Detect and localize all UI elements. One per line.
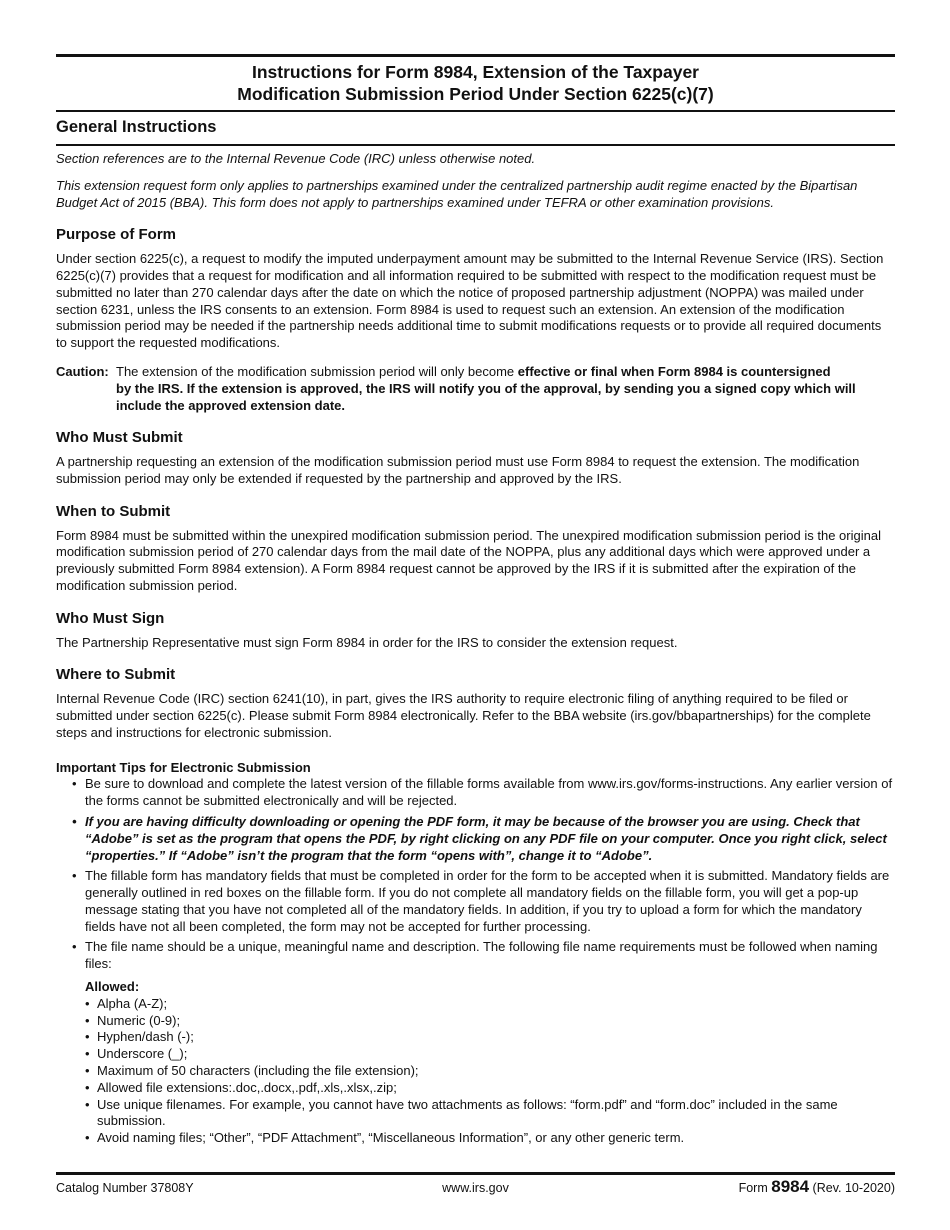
caution-bold-1: effective or final when Form 8984 is countersigned: [517, 363, 831, 379]
tip-text: The file name should be a unique, meaningful name and description. The following file name requirements must be followed when naming files:: [85, 939, 878, 972]
bullet: •: [85, 1096, 90, 1112]
bullet: •: [85, 995, 90, 1011]
allowed-text: Use unique filenames. For example, you cannot have two attachments as follows: “form.pdf” and “form.doc” included in the same submission.: [97, 1096, 838, 1129]
title-rule: [56, 110, 895, 112]
general-instructions-rule: [56, 144, 895, 146]
allowed-item: [56, 996, 895, 1013]
purpose-heading: Purpose of Form: [56, 226, 177, 244]
where-to-submit-heading: Where to Submit: [56, 666, 176, 684]
where-to-submit-text: Internal Revenue Code (IRC) section 6241(10), in part, gives the IRS authority to require electronic filing of anything required to be filed or submitted under section 6225(c). Please submit Form 8984 electronically. Refer to the BBA website (irs.gov/bbapartnerships) for the complete steps and instructions for electronic submission.: [56, 691, 871, 740]
tips-list: [56, 776, 895, 973]
tip-text: Be sure to download and complete the latest version of the fillable forms available from www.irs.gov/forms-instructions. Any earlier version of the forms cannot be submitted electronically and will be rejected.: [85, 776, 893, 809]
caution-text: [116, 364, 895, 381]
allowed-list: [56, 996, 895, 1147]
caution-normal: The extension of the modification submission period will only become: [116, 363, 518, 379]
top-rule: [56, 54, 895, 57]
caution-continuation: by the IRS. If the extension is approved, the IRS will notify you of the approval, by sending you a signed copy which will include the approved extension date.: [116, 380, 856, 413]
bullet: •: [85, 1063, 90, 1079]
applicability-note: This extension request form only applies to partnerships examined under the centralized partnership audit regime enacted by the Bipartisan Budget Act of 2015 (BBA). This form does not apply to partnerships examined under TEFRA or other examination provisions.: [56, 177, 858, 210]
bullet: •: [72, 939, 77, 955]
tip-item: [56, 868, 895, 935]
allowed-item: [56, 1063, 895, 1080]
allowed-item: [56, 1080, 895, 1097]
allowed-text: Alpha (A-Z);: [97, 995, 168, 1011]
when-to-submit-heading: When to Submit: [56, 502, 171, 520]
tips-heading: Important Tips for Electronic Submission: [56, 759, 311, 775]
bullet: •: [72, 813, 77, 829]
allowed-item: [56, 1013, 895, 1030]
who-must-sign-heading: Who Must Sign: [56, 609, 165, 627]
bullet: •: [72, 868, 77, 884]
allowed-item: [56, 1029, 895, 1046]
footer-rule: [56, 1172, 895, 1175]
allowed-item: [56, 1097, 895, 1131]
allowed-text: Underscore (_);: [97, 1046, 188, 1062]
section-references-note: Section references are to the Internal Revenue Code (IRC) unless otherwise noted.: [56, 151, 536, 166]
bullet: •: [72, 776, 77, 792]
form-number: 8984: [771, 1177, 810, 1196]
tip-item: [56, 814, 895, 864]
bullet: •: [85, 1079, 90, 1095]
allowed-item: [56, 1046, 895, 1063]
document-title: [56, 61, 895, 105]
allowed-item: [56, 1130, 895, 1147]
document-body: [56, 150, 895, 1147]
page-footer: [56, 1177, 895, 1201]
general-instructions-heading: General Instructions: [56, 118, 217, 136]
who-must-sign-text: The Partnership Representative must sign Form 8984 in order for the IRS to consider the extension request.: [56, 634, 678, 650]
tip-text: The fillable form has mandatory fields that must be completed in order for the form to be accepted when it is submitted. Mandatory fields are generally outlined in red boxes on the fillable form. If you do not complete all mandatory fields on the fillable form, you will get a pop-up message stating that you have not completed all of the mandatory fields. In addition, if you try to upload a form for which the mandatory fields have not all been completed, the form may not be accepted for further processing.: [85, 868, 890, 934]
title-line-2: Modification Submission Period Under Section 6225(c)(7): [237, 84, 714, 104]
form-word: Form: [738, 1181, 768, 1195]
purpose-text: Under section 6225(c), a request to modify the imputed underpayment amount may be submitted to the Internal Revenue Service (IRS). Section 6225(c)(7) provides that a request for modification and all information required to be submitted with respect to the modification request must be submitted no later than 270 calendar days after the date on which the notice of proposed partnership adjustment (NOPPA) was mailed under section 6231, unless the IRS consents to an extension. Form 8984 is used to request such an extension. An extension of the modification submission period may be needed if the partnership needs additional time to submit modifications requests or to provide all required documents to support the requested modifications.: [56, 251, 884, 351]
allowed-text: Maximum of 50 characters (including the file extension);: [97, 1063, 419, 1079]
form-id: [739, 1177, 895, 1197]
caution-note: [56, 364, 895, 381]
allowed-text: Numeric (0-9);: [97, 1012, 181, 1028]
form-revision: (Rev. 10-2020): [812, 1181, 895, 1195]
tip-text: If you are having difficulty downloading or opening the PDF form, it may be because of the browser you are using. Check that “Adobe” is set as the program that opens the PDF, by right clicking on any PDF file on your computer. Once you right click, select “properties.” If “Adobe” isn’t the program that the form “opens with”, change it to “Adobe”.: [85, 813, 887, 863]
caution-label: Caution:: [56, 363, 109, 379]
allowed-text: Hyphen/dash (-);: [97, 1029, 194, 1045]
who-must-submit-heading: Who Must Submit: [56, 429, 183, 447]
website-link[interactable]: www.irs.gov: [442, 1181, 509, 1195]
bullet: •: [85, 1012, 90, 1028]
catalog-number: Catalog Number 37808Y: [56, 1181, 194, 1195]
allowed-heading: Allowed:: [85, 979, 140, 995]
bullet: •: [85, 1130, 90, 1146]
who-must-submit-text: A partnership requesting an extension of the modification submission period must use Form 8984 to request the extension. The modification submission period may only be extended if requested by the partnership and approved by the IRS.: [56, 454, 860, 486]
when-to-submit-text: Form 8984 must be submitted within the unexpired modification submission period. The unexpired modification submission period is the original modification submission period of 270 calendar days from the mail date of the NOPPA, plus any additional days which were approved under a previously submitted Form 8984 extension). A Form 8984 request cannot be approved by the IRS if it is submitted after the expiration of the modification submission period.: [56, 527, 881, 593]
allowed-text: Allowed file extensions:.doc,.docx,.pdf,.xls,.xlsx,.zip;: [97, 1079, 397, 1095]
title-line-1: Instructions for Form 8984, Extension of the Taxpayer: [251, 62, 699, 82]
bullet: •: [85, 1029, 90, 1045]
bullet: •: [85, 1046, 90, 1062]
allowed-text: Avoid naming files; “Other”, “PDF Attachment”, “Miscellaneous Information”, or any other generic term.: [97, 1130, 685, 1146]
tip-item: [56, 776, 895, 810]
tip-item: [56, 939, 895, 973]
